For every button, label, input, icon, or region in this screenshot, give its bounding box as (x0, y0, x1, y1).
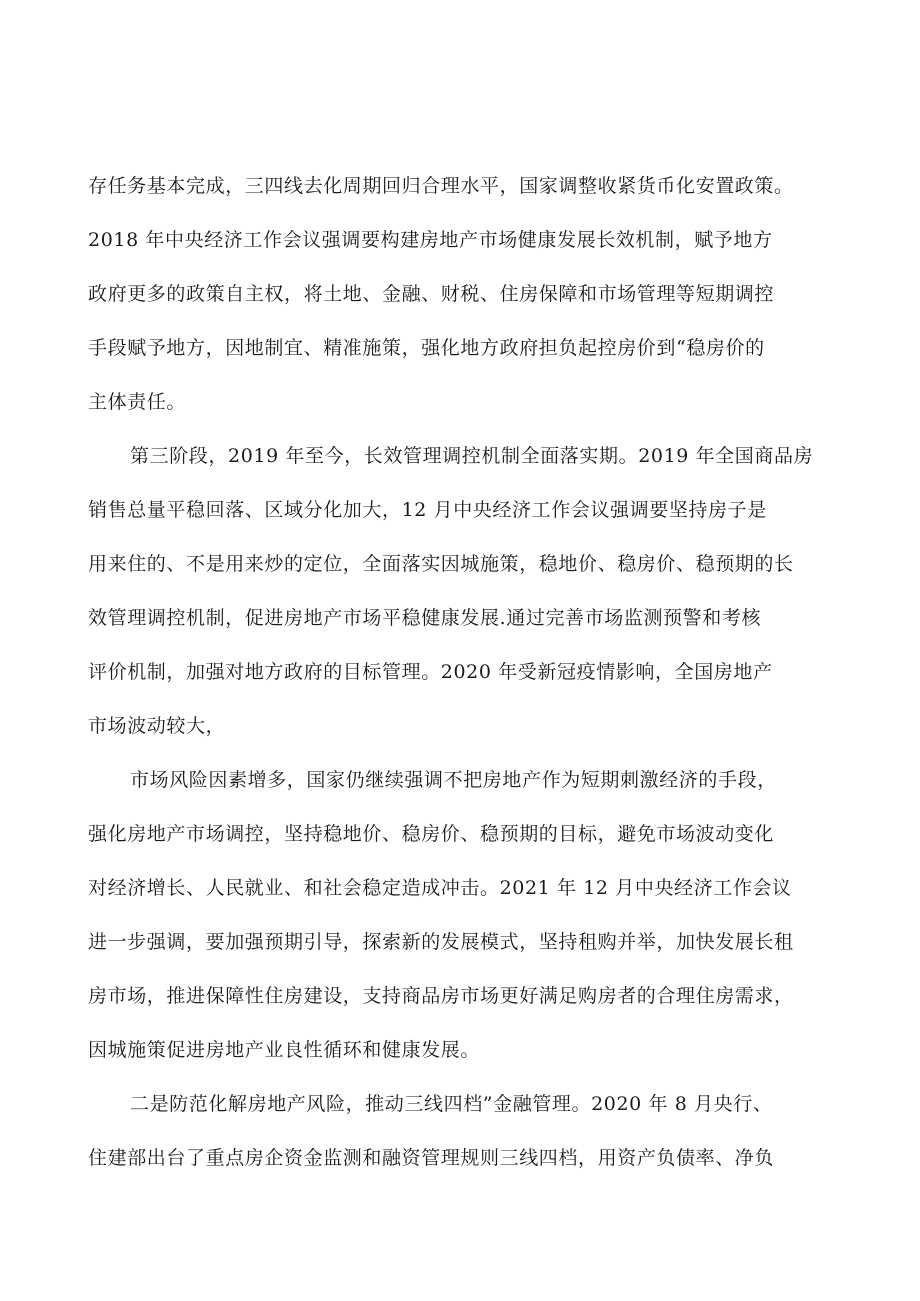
text-line: 因城施策促进房地产业良性循环和健康发展。 (88, 1039, 481, 1061)
paragraph-start-line: 第三阶段，2019 年至今，长效管理调控机制全面落实期。2019 年全国商品房 (130, 445, 814, 467)
text-line: 2018 年中央经济工作会议强调要构建房地产市场健康发展长效机制，赋予地方 (88, 229, 773, 251)
text-line: 销售总量平稳回落、区域分化加大，12 月中央经济工作会议强调要坚持房子是 (88, 499, 767, 521)
text-line: 政府更多的政策自主权，将土地、金融、财税、住房保障和市场管理等短期调控 (88, 283, 775, 305)
paragraph-start-line: 市场风险因素增多，国家仍继续强调不把房地产作为短期刺激经济的手段， (130, 769, 777, 791)
text-line: 进一步强调，要加强预期引导，探索新的发展模式，坚持租购并举，加快发展长租 (88, 931, 794, 953)
text-line: 手段赋予地方，因地制宜、精准施策，强化地方政府担负起控房价到“稳房价的 (88, 337, 765, 359)
text-line: 评价机制，加强对地方政府的目标管理。2020 年受新冠疫情影响，全国房地产 (88, 661, 773, 683)
text-line: 强化房地产市场调控，坚持稳地价、稳房价、稳预期的目标，避免市场波动变化 (88, 823, 775, 845)
text-line: 房市场，推进保障性住房建设，支持商品房市场更好满足购房者的合理住房需求， (88, 985, 794, 1007)
text-line: 住建部出台了重点房企资金监测和融资管理规则三线四档，用资产负债率、净负 (88, 1147, 775, 1169)
paragraph-start-line: 二是防范化解房地产风险，推动三线四档”金融管理。2020 年 8 月央行、 (130, 1093, 773, 1115)
text-line: 效管理调控机制，促进房地产市场平稳健康发展.通过完善市场监测预警和考核 (88, 607, 762, 629)
text-line: 市场波动较大， (88, 715, 226, 737)
text-line: 主体责任。 (88, 391, 187, 413)
text-line: 用来住的、不是用来炒的定位，全面落实因城施策，稳地价、稳房价、稳预期的长 (88, 553, 794, 575)
text-line: 对经济增长、人民就业、和社会稳定造成冲击。2021 年 12 月中央经济工作会议 (88, 877, 792, 899)
text-line: 存任务基本完成，三四线去化周期回归合理水平，国家调整收紧货币化安置政策。 (88, 175, 794, 197)
